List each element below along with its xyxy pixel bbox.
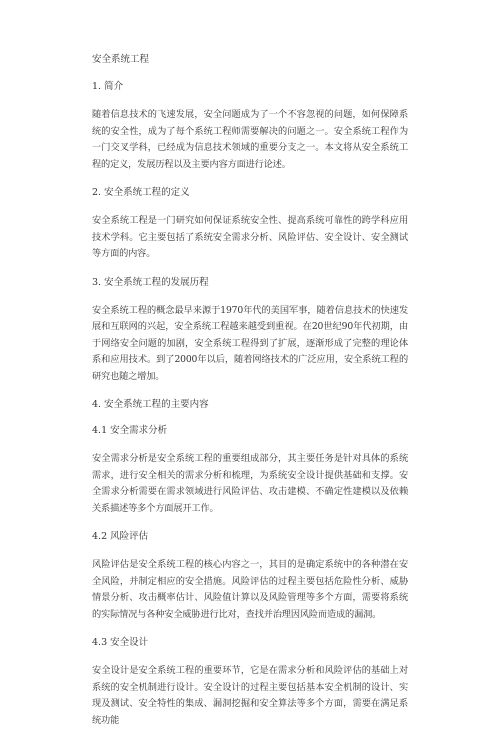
document-title: 安全系统工程	[92, 54, 150, 65]
paragraph-definition: 安全系统工程是一门研究如何保证系统安全性、提高系统可靠性的跨学科应用技术学科。它主要包括了系统安全需求分析、风险评估、安全设计、安全测试等方面的内容。	[92, 215, 408, 259]
subsection-heading-design: 4.3 安全设计	[92, 637, 149, 648]
paragraph-requirements: 安全需求分析是安全系统工程的重要组成部分，其主要任务是针对具体的系统需求，进行安全相关的需求分析和梳理，为系统安全设计提供基础和支撑。安全需求分析需要在需求领域进行风险评估、攻击建模、不确定性建模以及依赖关系描述等多个方面展开工作。	[92, 453, 408, 514]
paragraph-design: 安全设计是安全系统工程的重要环节，它是在需求分析和风险评估的基础上对系统的安全机制进行设计。安全设计的过程主要包括基本安全机制的设计、实现及测试、安全特性的集成、漏洞挖掘和安全算法等多个方面，需要在满足系统功能	[92, 665, 408, 726]
section-heading-history: 3. 安全系统工程的发展历程	[92, 276, 209, 288]
section-heading-main-content: 4. 安全系统工程的主要内容	[92, 399, 209, 410]
subsection-heading-requirements: 4.1 安全需求分析	[92, 425, 168, 436]
section-heading-definition: 2. 安全系统工程的定义	[92, 187, 190, 198]
document-page	[92, 54, 408, 743]
paragraph-intro: 随着信息技术的飞速发展，安全问题成为了一个不容忽视的问题，如何保障系统的安全性，成为了每个系统工程师需要解决的问题之一。安全系统工程作为一门交叉学科，已经成为信息技术领域的重要分支之一。本文将从安全系统工程的定义，发展历程以及主要内容方面进行论述。	[92, 109, 408, 170]
paragraph-risk: 风险评估是安全系统工程的核心内容之一，其目的是确定系统中的各种潜在安全风险，并制定相应的安全措施。风险评估的过程主要包括危险性分析、威胁情景分析、攻击概率估计、风险值计算以及风险管理等多个方面，需要将系统的实际情况与各种安全威胁进行比对，查找并治理因风险而造成的漏洞。	[92, 559, 408, 620]
subsection-heading-risk: 4.2 风险评估	[92, 531, 149, 542]
paragraph-history: 安全系统工程的概念最早来源于1970年代的美国军事，随着信息技术的快速发展和互联网的兴起，安全系统工程越来越受到重视。在20世纪90年代初期，由于网络安全问题的加剧，安全系统工程得到了扩展，逐渐形成了完整的理论体系和应用技术。到了2000年以后，随着网络技术的广泛应用，安全系统工程的研究也随之增加。	[92, 304, 408, 382]
section-heading-intro: 1. 简介	[92, 81, 124, 92]
